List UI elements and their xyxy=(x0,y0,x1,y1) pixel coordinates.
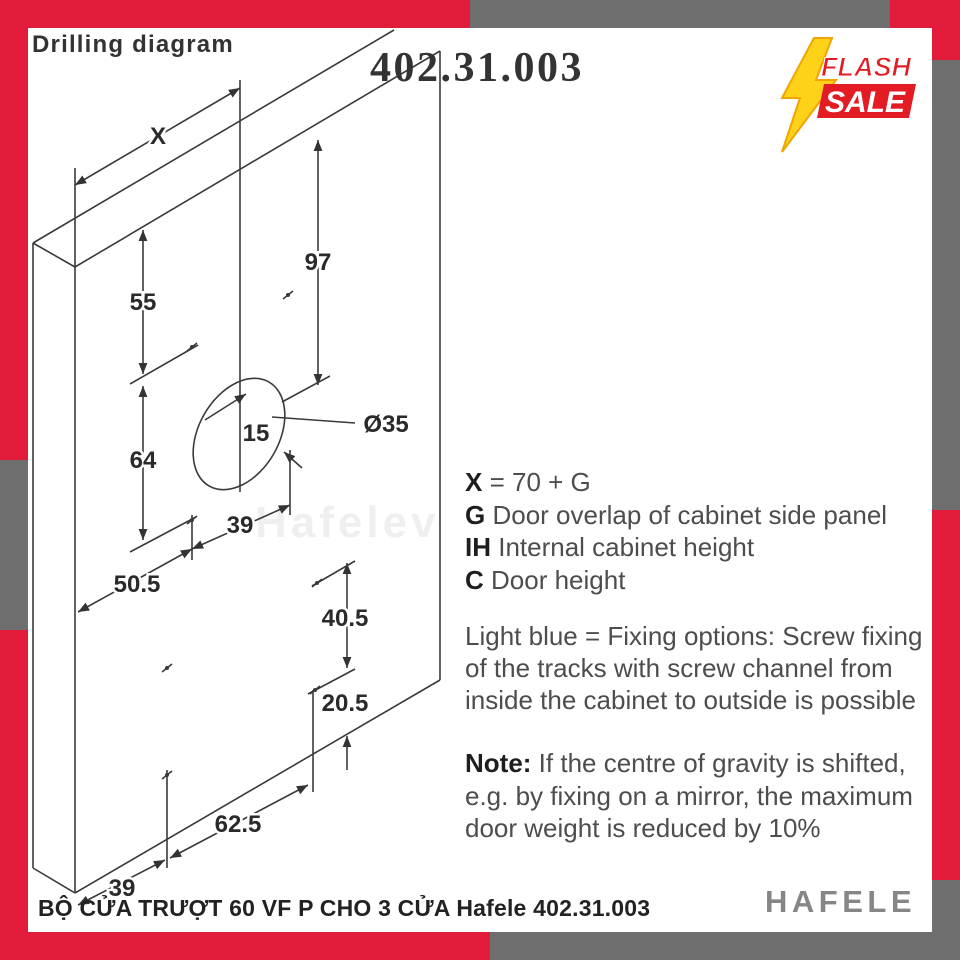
fixing-note-line: Light blue = Fixing options: Screw fixing xyxy=(465,621,923,651)
flash-label: FLASH xyxy=(821,52,911,82)
dimension-label-diameter: Ø35 xyxy=(363,411,409,438)
legend-key: G xyxy=(465,500,486,530)
bore-hole-35 xyxy=(174,362,303,506)
legend-key: IH xyxy=(465,532,491,562)
panel-top-outer-edge xyxy=(33,30,394,243)
legend-text: = 70 + G xyxy=(489,467,591,497)
brand-logo: HAFELE xyxy=(765,884,916,919)
dimension-label-62-5: 62.5 xyxy=(214,811,262,838)
legend-text: Internal cabinet height xyxy=(498,532,755,562)
legend-item-c xyxy=(465,566,625,594)
weight-note-line: e.g. by fixing on a mirror, the maximum xyxy=(465,781,913,811)
note-label: Note: xyxy=(465,748,532,778)
note-text: If the centre of gravity is shifted, xyxy=(538,748,906,778)
legend-item-x xyxy=(465,468,591,496)
extension-line xyxy=(282,376,330,402)
sale-label: SALE xyxy=(824,86,906,119)
dimension-label-64: 64 xyxy=(129,447,157,474)
panel-bottom-edge xyxy=(75,680,440,893)
diagram-title: Drilling diagram xyxy=(32,31,234,58)
panel-bottom-thickness xyxy=(33,868,75,893)
legend-item-g xyxy=(465,501,887,529)
dimension-label-40-5: 40.5 xyxy=(321,605,369,632)
weight-note-line: door weight is reduced by 10% xyxy=(465,813,821,843)
panel-top-thickness xyxy=(33,243,75,267)
screw-hole-mark xyxy=(283,291,293,299)
screw-hole-mark xyxy=(162,664,172,672)
legend-item-ih xyxy=(465,533,754,561)
flash-sale-badge xyxy=(770,36,920,154)
legend-text: Door overlap of cabinet side panel xyxy=(492,500,888,530)
extension-line xyxy=(130,517,196,552)
watermark: Hafelev xyxy=(255,498,440,547)
leader-arrow-35 xyxy=(284,452,302,468)
dimension-label-15: 15 xyxy=(242,420,270,447)
dimension-label-20-5: 20.5 xyxy=(321,690,369,717)
weight-note-line xyxy=(465,749,906,777)
fixing-note-line: inside the cabinet to outside is possible xyxy=(465,685,916,715)
legend-key: C xyxy=(465,565,484,595)
product-code: 402.31.003 xyxy=(370,45,584,91)
dimension-label-50-5: 50.5 xyxy=(113,571,161,598)
dimension-label-39-bottom: 39 xyxy=(108,875,136,902)
fixing-note-line: of the tracks with screw channel from xyxy=(465,653,893,683)
dimension-label-39: 39 xyxy=(226,512,254,539)
product-caption: BỘ CỬA TRƯỢT 60 VF P CHO 3 CỬA Hafele 402.31.003 xyxy=(38,895,651,921)
dimension-label-55: 55 xyxy=(129,289,157,316)
screw-hole-mark xyxy=(310,686,320,694)
legend-text: Door height xyxy=(491,565,626,595)
screw-hole-mark xyxy=(312,579,322,587)
dimension-label-97: 97 xyxy=(304,249,332,276)
dimension-label-x: X xyxy=(149,123,167,150)
legend-key: X xyxy=(465,467,483,497)
